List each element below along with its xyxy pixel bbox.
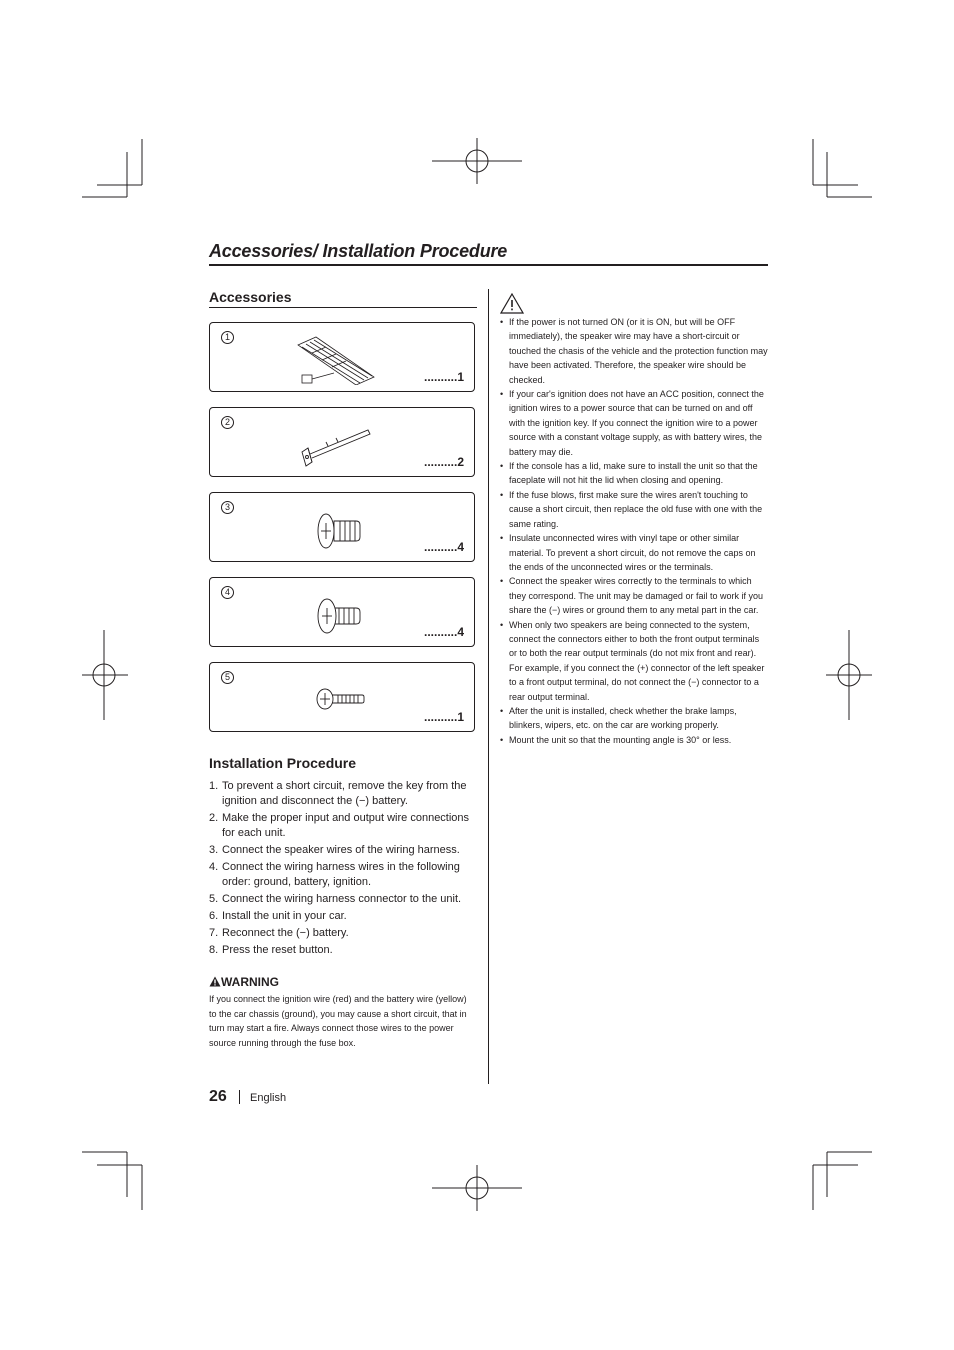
page-title: Accessories/ Installation Procedure xyxy=(209,241,508,261)
page-language: English xyxy=(250,1092,287,1104)
accessory-item-3 xyxy=(209,492,475,562)
item-number: 3 xyxy=(221,501,234,514)
list-item: • Connect the speaker wires correctly to the terminals to which they correspond. The unit may be damaged or fail to work if you share the (−) wires or ground them to any metal part in the car. xyxy=(497,574,769,617)
step-number: 5. xyxy=(209,893,219,905)
list-item xyxy=(209,843,477,858)
step-number: 8. xyxy=(209,944,219,956)
item-number: 2 xyxy=(221,416,234,429)
item-number: 4 xyxy=(221,586,234,599)
step-text: Press the reset button. xyxy=(222,944,333,956)
step-number: 3. xyxy=(209,844,219,856)
step-number: 6. xyxy=(209,910,219,922)
list-item xyxy=(209,860,477,890)
accessory-item-5 xyxy=(209,662,475,732)
step-number: 7. xyxy=(209,927,219,939)
warning-text: If you connect the ignition wire (red) and the battery wire (yellow) to the car chassis (ground), you may cause a short circuit, that in turn may start a fire. Always connect those wires to the power source running through the fuse box. xyxy=(209,994,467,1048)
list-item: • If the power is not turned ON (or it is ON, but will be OFF immediately), the speaker wire may have a short-circuit or touched the chasis of the vehicle and the protection function may have been activated. Therefore, the speaker wire should be checked. xyxy=(497,315,769,387)
caution-list xyxy=(497,315,769,747)
list-item: • If your car's ignition does not have an ACC position, connect the ignition wires to a power source that can be turned on and off with the ignition key. If you connect the ignition wire to a power source with a constant voltage supply, as with battery wires, the battery may die. xyxy=(497,387,769,459)
step-number: 2. xyxy=(209,812,219,824)
list-item xyxy=(209,909,477,924)
long-screw-icon xyxy=(316,687,366,711)
list-item xyxy=(209,926,477,941)
step-number: 4. xyxy=(209,861,219,873)
installation-heading: Installation Procedure xyxy=(209,755,357,771)
step-text: Connect the speaker wires of the wiring harness. xyxy=(222,844,460,856)
accessory-item-1 xyxy=(209,322,475,392)
installation-steps xyxy=(209,779,477,960)
title-rule xyxy=(209,264,768,266)
step-text: Reconnect the (−) battery. xyxy=(222,927,349,939)
step-number: 1. xyxy=(209,780,219,792)
column-divider xyxy=(488,289,489,1084)
step-text: To prevent a short circuit, remove the key from the ignition and disconnect the (−) battery. xyxy=(222,780,467,807)
list-item: • If the console has a lid, make sure to install the unit so that the faceplate will not hit the lid when closing and opening. xyxy=(497,459,769,488)
caution-triangle-icon xyxy=(500,293,524,314)
footer-separator xyxy=(239,1090,240,1104)
removal-key-icon xyxy=(298,424,372,468)
warning-triangle-icon xyxy=(209,976,221,987)
step-text: Make the proper input and output wire connections for each unit. xyxy=(222,812,470,839)
step-text: Connect the wiring harness wires in the following order: ground, battery, ignition. xyxy=(222,861,460,888)
accessories-heading: Accessories xyxy=(209,289,292,305)
list-item: • After the unit is installed, check whether the brake lamps, blinkers, wipers, etc. on the car are working properly. xyxy=(497,704,769,733)
accessory-item-2 xyxy=(209,407,475,477)
list-item: • Insulate unconnected wires with vinyl tape or other similar material. To prevent a short circuit, do not remove the caps on the ends of the unconnected wires or the terminals. xyxy=(497,531,769,574)
step-text: Install the unit in your car. xyxy=(222,910,347,922)
wiring-harness-icon xyxy=(294,333,380,385)
item-quantity: ..........1 xyxy=(423,370,464,384)
list-item xyxy=(209,811,477,841)
warning-label: WARNING xyxy=(221,975,279,989)
item-quantity: ..........1 xyxy=(423,710,464,724)
item-quantity: ..........2 xyxy=(423,455,464,469)
list-item: • Mount the unit so that the mounting angle is 30° or less. xyxy=(497,733,769,747)
item-number: 1 xyxy=(221,331,234,344)
pan-head-screw-icon xyxy=(316,596,362,636)
page-number: 26 xyxy=(209,1088,227,1105)
item-quantity: ..........4 xyxy=(423,625,464,639)
warning-heading xyxy=(209,975,279,989)
step-text: Connect the wiring harness connector to the unit. xyxy=(222,893,462,905)
item-quantity: ..........4 xyxy=(423,540,464,554)
flat-head-screw-icon xyxy=(316,511,362,551)
list-item xyxy=(209,779,477,809)
item-number: 5 xyxy=(221,671,234,684)
accessories-rule xyxy=(209,307,477,308)
list-item: • If the fuse blows, first make sure the wires aren't touching to cause a short circuit, then replace the old fuse with one with the same rating. xyxy=(497,488,769,531)
list-item: • When only two speakers are being connected to the system, connect the connectors either to both the front output terminals or to both the rear output terminals (do not mix front and rear). For example, if you connect the (+) connector of the left speaker to a front output terminal, do not connect the (−) connector to a rear output terminal. xyxy=(497,618,769,704)
accessory-item-4 xyxy=(209,577,475,647)
list-item xyxy=(209,892,477,907)
list-item xyxy=(209,943,477,958)
